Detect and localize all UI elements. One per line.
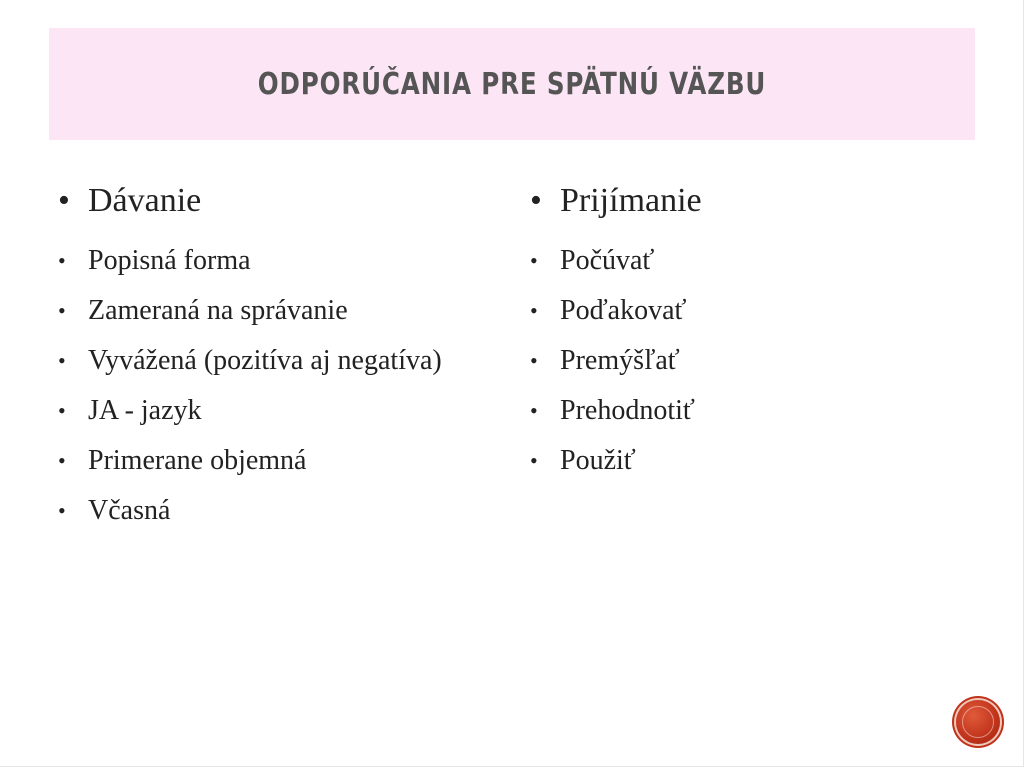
list-item: • Prehodnotiť [530, 390, 970, 432]
column-heading [58, 178, 498, 224]
heading-text: Prijímanie [560, 182, 702, 219]
bullet-list [530, 240, 970, 482]
column-heading [530, 178, 970, 224]
bullet-icon: • [530, 182, 542, 219]
heading-text: Dávanie [88, 182, 202, 219]
bullet-icon: • [530, 398, 538, 423]
bullet-icon: • [530, 348, 538, 373]
list-item: • Popisná forma [58, 240, 498, 282]
bullet-icon: • [58, 398, 66, 423]
list-item: • Poďakovať [530, 290, 970, 332]
column-prijimanie [530, 178, 970, 490]
bullet-icon: • [530, 298, 538, 323]
title-band [49, 28, 975, 140]
bullet-icon: • [58, 298, 66, 323]
bullet-icon: • [58, 498, 66, 523]
list-item: • Primerane objemná [58, 440, 498, 482]
column-davanie [58, 178, 498, 540]
bullet-list [58, 240, 498, 532]
bullet-icon: • [530, 248, 538, 273]
list-item: • Včasná [58, 490, 498, 532]
bullet-icon: • [58, 348, 66, 373]
bullet-icon: • [58, 182, 70, 219]
slide-title: ODPORÚČANIA PRE SPÄTNÚ VÄZBU [257, 66, 767, 102]
list-item: • Vyvážená (pozitíva aj negatíva) [58, 340, 498, 382]
bullet-icon: • [530, 448, 538, 473]
slide-number-badge-icon [956, 700, 1000, 744]
bullet-icon: • [58, 248, 66, 273]
list-item: • JA - jazyk [58, 390, 498, 432]
list-item: • Premýšľať [530, 340, 970, 382]
list-item: • Počúvať [530, 240, 970, 282]
list-item: • Použiť [530, 440, 970, 482]
bullet-icon: • [58, 448, 66, 473]
list-item: • Zameraná na správanie [58, 290, 498, 332]
